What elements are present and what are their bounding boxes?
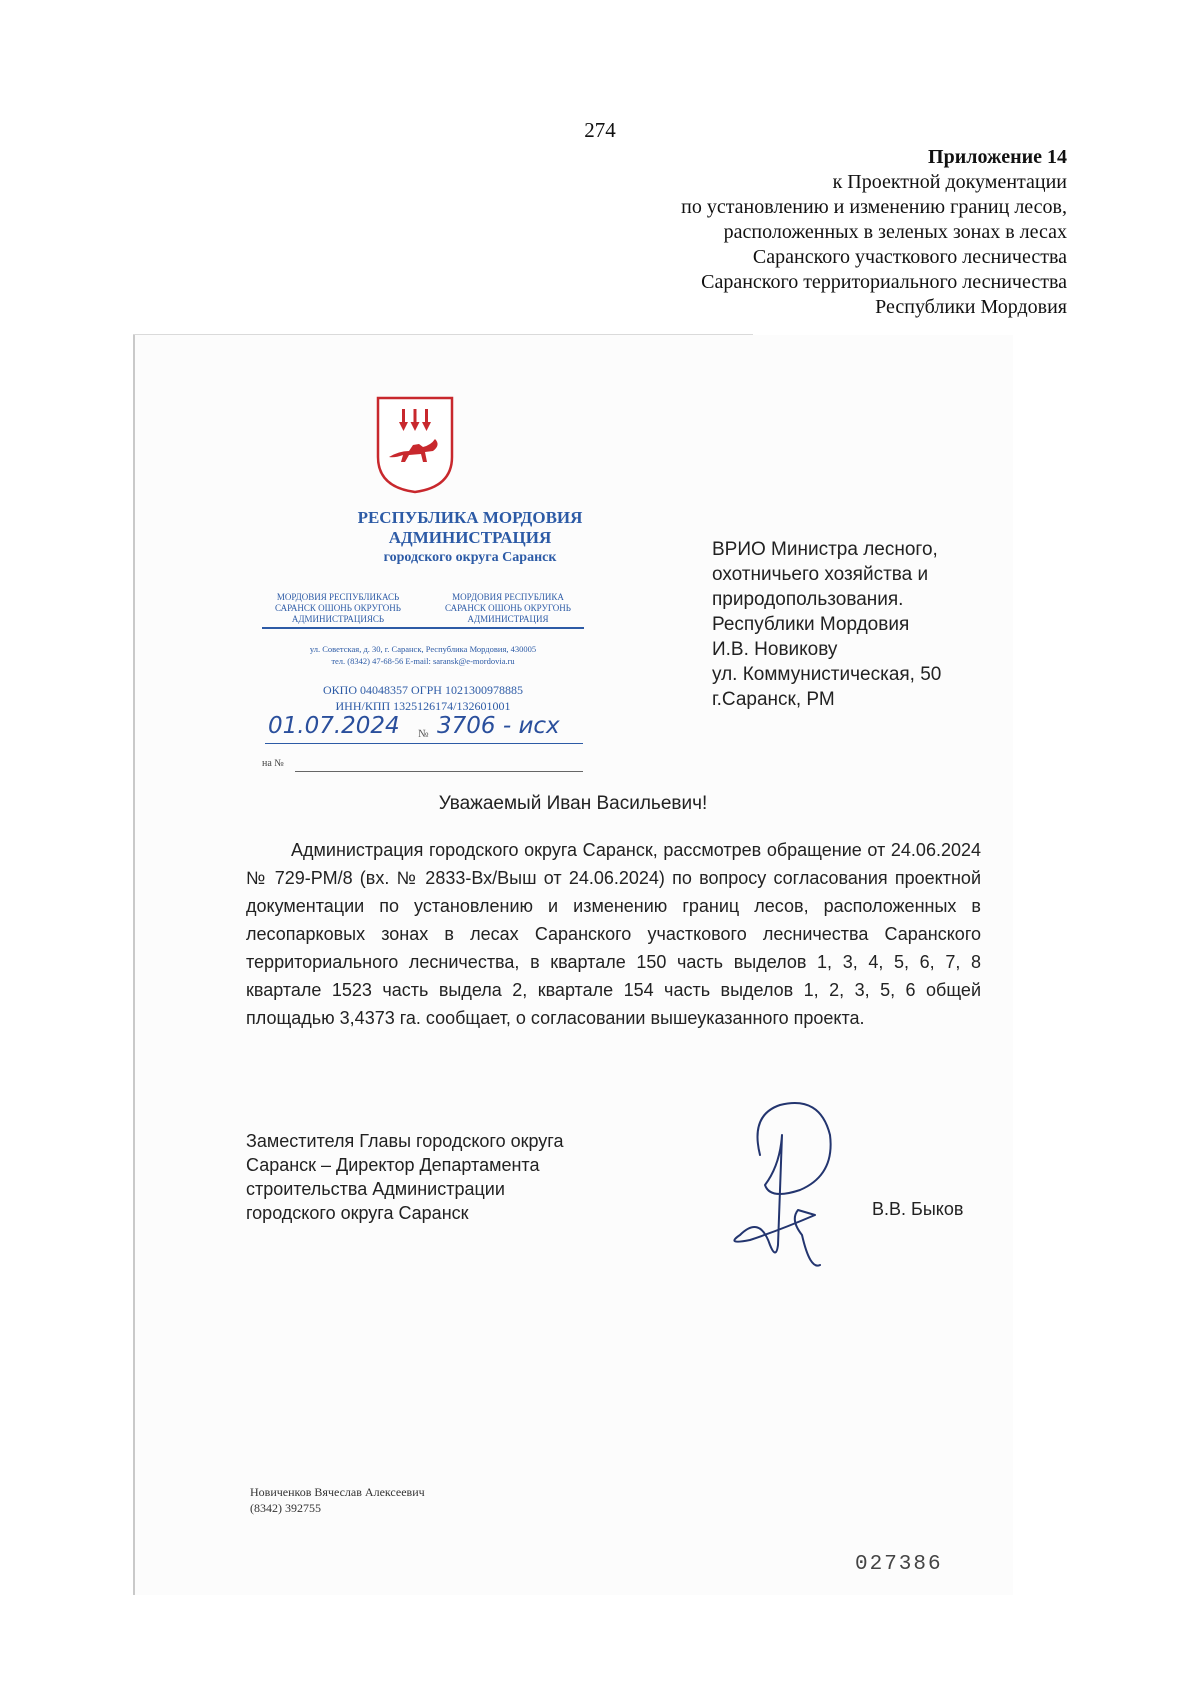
body-paragraph: Администрация городского округа Саранск, рассмотрев обращение от 24.06.2024 № 729-РМ/8 (вх. № 2833-Вх/Выш от 24.06.2024) по вопросу согласования проектной документации по установлению и изменению границ лесов, расположенных в лесопарковых зонах в лесах Саранского участкового лесничества Саранского территориального лесничества, в квартале 150 часть выделов 1, 3, 4, 5, 6, 7, 8 квартале 1523 часть выдела 2, квартале 154 часть выделов 1, 2, 3, 5, 6 общей площадью 3,4373 га. сообщает, о согласовании вышеуказанного проекта. bbox=[246, 840, 981, 1028]
position-line: строительства Администрации bbox=[246, 1179, 505, 1199]
appendix-line: расположенных в зеленых зонах в лесах bbox=[723, 221, 1067, 243]
handwritten-signature bbox=[720, 1095, 880, 1275]
recipient-line: ул. Коммунистическая, 50 bbox=[712, 664, 942, 685]
reference-number-label: на № bbox=[262, 758, 284, 769]
moksha-line: МОРДОВИЯ РЕСПУБЛИКА bbox=[452, 592, 564, 602]
signer-name: В.В. Быков bbox=[872, 1199, 964, 1219]
position-line: Саранск – Директор Департамента bbox=[246, 1155, 540, 1175]
recipient-line: ВРИО Министра лесного, bbox=[712, 539, 938, 560]
reference-underline bbox=[295, 771, 583, 772]
moksha-line: САРАНСК ОШОНЬ ОКРУГОНЬ bbox=[275, 603, 401, 613]
contact-line: тел. (8342) 47-68-56 E-mail: saransk@e-mordovia.ru bbox=[331, 656, 515, 666]
executor-name: Новиченков Вячеслав Алексеевич bbox=[250, 1485, 425, 1499]
position-line: Заместителя Главы городского округа bbox=[246, 1131, 564, 1151]
recipient-line: Республики Мордовия bbox=[712, 614, 910, 635]
executor-info bbox=[250, 1484, 425, 1516]
recipient-line: природопользования. bbox=[712, 589, 904, 610]
coat-of-arms-icon bbox=[375, 395, 455, 495]
recipient-line: И.В. Новикову bbox=[712, 639, 838, 660]
letterhead-republic: РЕСПУБЛИКА МОРДОВИЯ bbox=[357, 508, 583, 527]
executor-phone: (8342) 392755 bbox=[250, 1501, 321, 1515]
salutation: Уважаемый Иван Васильевич! bbox=[438, 793, 708, 814]
page-number: 274 bbox=[584, 118, 616, 142]
letterhead-administration: АДМИНИСТРАЦИЯ bbox=[388, 528, 552, 547]
letterhead-divider bbox=[262, 627, 584, 629]
letterhead-moksha-right bbox=[428, 592, 588, 625]
appendix-line: Республики Мордовия bbox=[875, 296, 1067, 318]
moksha-line: АДМИНИСТРАЦИЯСЬ bbox=[291, 614, 385, 624]
scan-edge bbox=[133, 334, 753, 335]
recipient-block bbox=[712, 537, 941, 712]
outgoing-date: 01.07.2024 bbox=[268, 713, 400, 739]
appendix-line: к Проектной документации bbox=[832, 171, 1067, 193]
recipient-line: охотничьего хозяйства и bbox=[712, 564, 929, 585]
scan-edge bbox=[133, 335, 135, 1595]
appendix-line: по установлению и изменению границ лесов, bbox=[681, 196, 1067, 218]
moksha-line: САРАНСК ОШОНЬ ОКРУГОНЬ bbox=[445, 603, 571, 613]
signer-position bbox=[246, 1129, 563, 1225]
outgoing-underline bbox=[265, 743, 583, 744]
appendix-line: Саранского территориального лесничества bbox=[701, 271, 1067, 293]
appendix-title: Приложение 14 bbox=[928, 146, 1067, 168]
letter-body bbox=[246, 836, 981, 1032]
letterhead-organization bbox=[300, 508, 640, 568]
moksha-line: МОРДОВИЯ РЕСПУБЛИКАСЬ bbox=[276, 592, 400, 602]
letterhead-city: городского округа Саранск bbox=[383, 550, 557, 565]
form-serial-number: 027386 bbox=[855, 1553, 943, 1576]
moksha-line: АДМИНИСТРАЦИЯ bbox=[467, 614, 549, 624]
outgoing-number-label: № bbox=[418, 728, 429, 740]
okpo-ogrn-line: ОКПО 04048357 ОГРН 1021300978885 bbox=[323, 683, 523, 697]
recipient-line: г.Саранск, РМ bbox=[712, 689, 835, 710]
letterhead-registration-codes bbox=[262, 682, 584, 714]
position-line: городского округа Саранск bbox=[246, 1203, 469, 1223]
inn-kpp-line: ИНН/КПП 1325126174/132601001 bbox=[335, 699, 511, 713]
letterhead-address bbox=[262, 643, 584, 667]
address-line: ул. Советская, д. 30, г. Саранск, Республика Мордовия, 430005 bbox=[309, 644, 537, 654]
appendix-heading bbox=[681, 145, 1067, 320]
letterhead-moksha-left bbox=[258, 592, 418, 625]
outgoing-number: 3706 - исх bbox=[437, 713, 560, 739]
appendix-line: Саранского участкового лесничества bbox=[752, 246, 1067, 268]
